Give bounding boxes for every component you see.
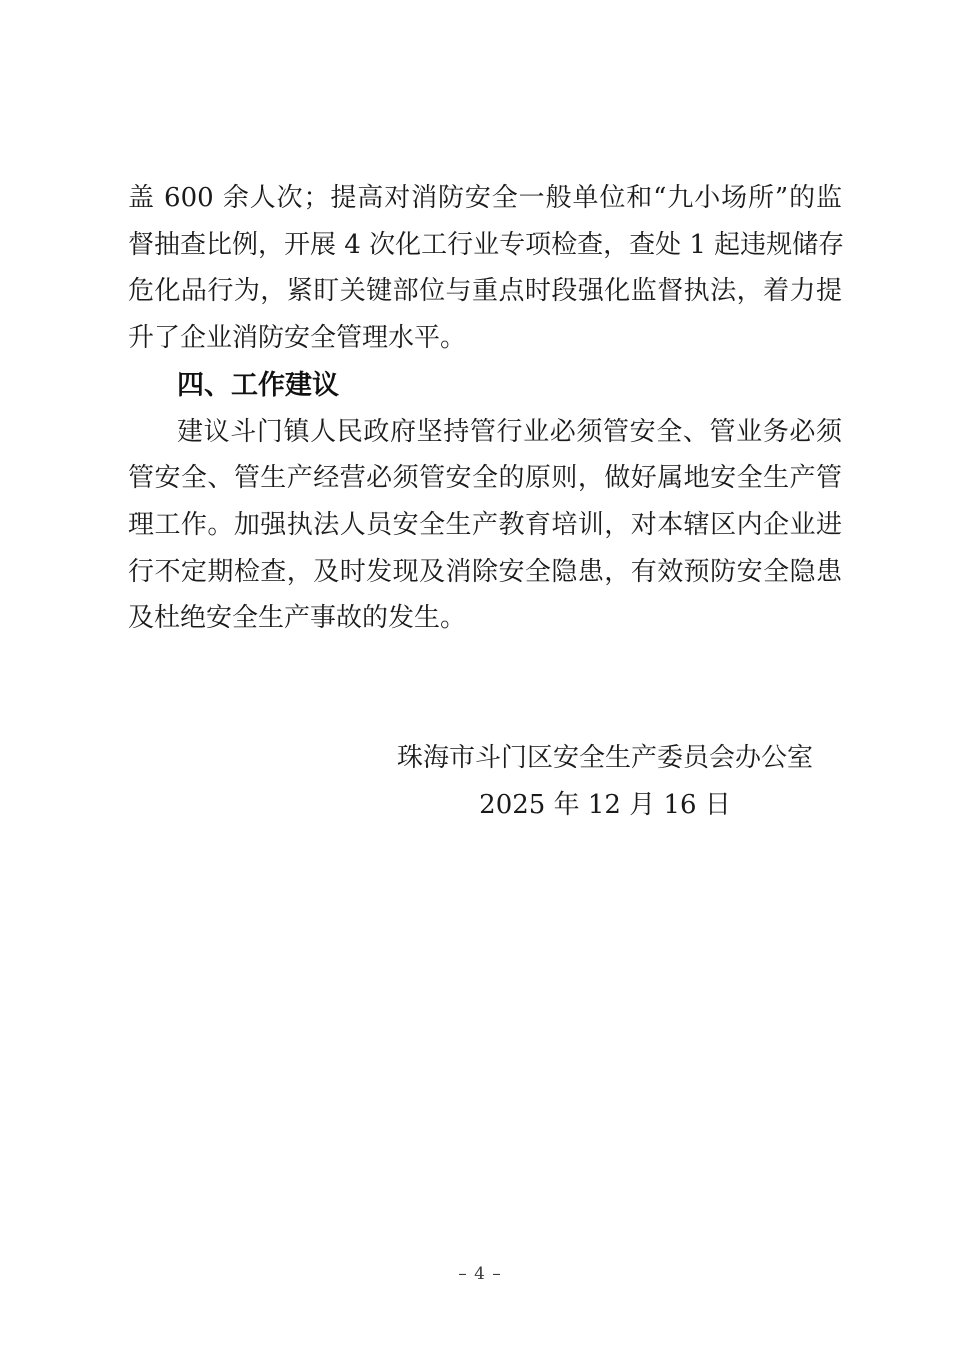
page-number: – 4 – [458,1264,502,1284]
paragraph1-line: 升了企业消防安全管理水平。 [128,323,467,354]
paragraph2-line: 理工作。加强执法人员安全生产教育培训，对本辖区内企业进 [128,509,842,540]
paragraph2-line: 行不定期检查，及时发现及消除安全隐患，有效预防安全隐患 [128,556,842,587]
paragraph2-line: 建议斗门镇人民政府坚持管行业必须管安全、管业务必须 [177,416,842,447]
section-heading: 四、工作建议 [177,369,339,400]
paragraph1-line: 督抽查比例，开展 4 次化工行业专项检查，查处 1 起违规储存 [128,229,845,260]
signature-date: 2025 年 12 月 16 日 [479,790,731,821]
document-body [128,175,845,829]
signature-organization: 珠海市斗门区安全生产委员会办公室 [396,743,813,774]
blank-space [128,642,842,735]
paragraph2-line: 及杜绝安全生产事故的发生。 [128,603,467,634]
signature-block [397,735,813,828]
paragraph2-line: 管安全、管生产经营必须管安全的原则，做好属地安全生产管 [128,463,842,494]
paragraph1-line: 危化品行为，紧盯关键部位与重点时段强化监督执法，着力提 [128,276,842,307]
paragraph1-line: 盖 600 余人次；提高对消防安全一般单位和“九小场所”的监 [128,183,842,213]
